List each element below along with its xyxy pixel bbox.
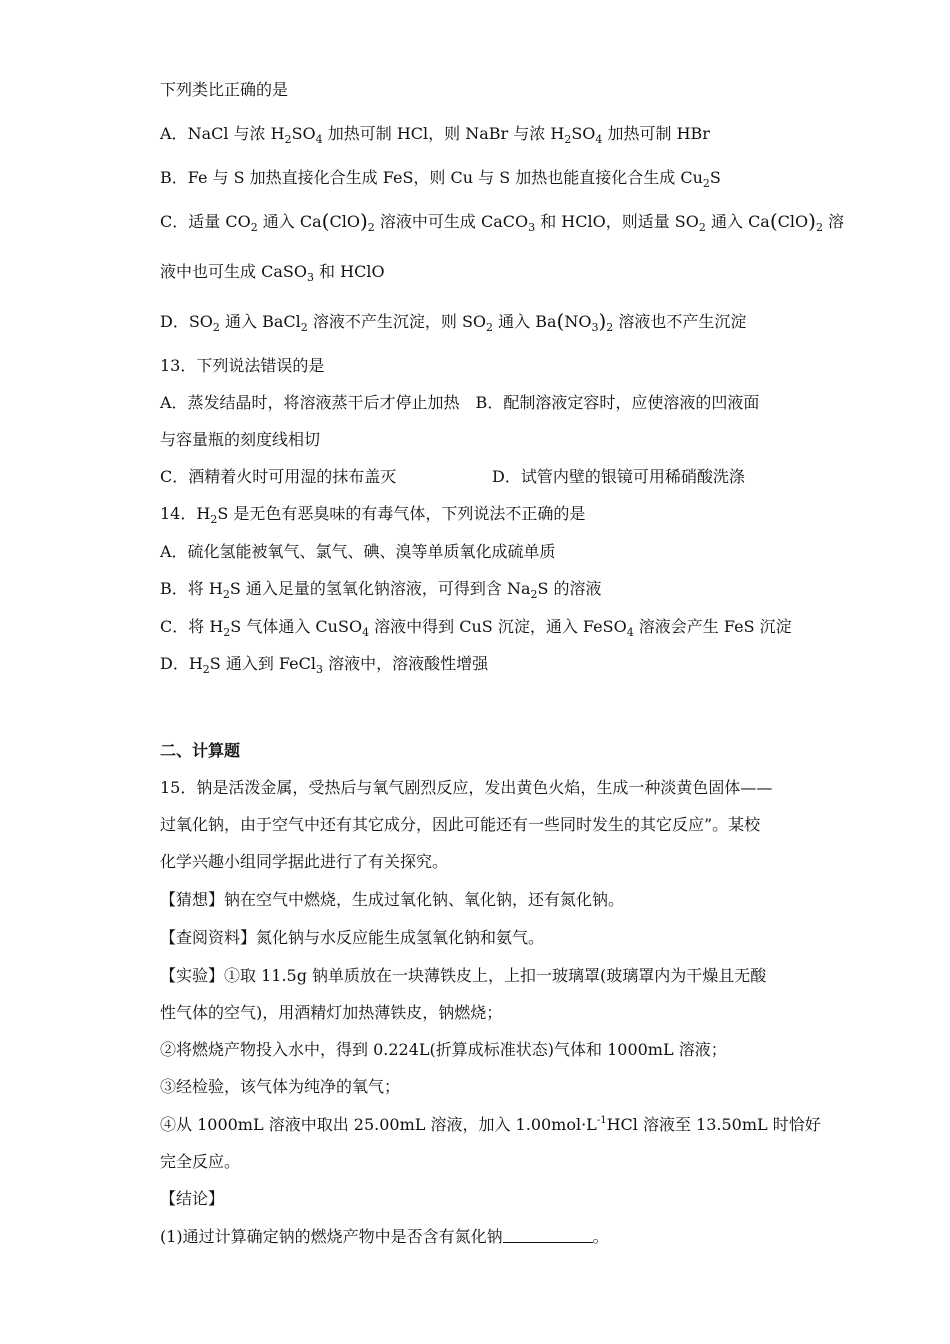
q15-experiment-step2: ②将燃烧产物投入水中，得到 0.224L(折算成标准状态)气体和 1000mL 溶液； xyxy=(160,1040,727,1059)
q15-experiment-step4-end: 完全反应。 xyxy=(160,1152,241,1171)
q13-option-d: D．试管内壁的银镜可用稀硝酸洗涤 xyxy=(492,467,745,486)
q12-stem: 下列类比正确的是 xyxy=(160,80,289,99)
q14-option-a: A．硫化氢能被氧气、氯气、碘、溴等单质氧化成硫单质 xyxy=(160,542,556,561)
q15-experiment-step4: ④从 1000mL 溶液中取出 25.00mL 溶液，加入 $1.00mol\cdot L^{-1}HCl$ 溶液至 13.50mL 时恰好 xyxy=(160,1115,821,1134)
q15-experiment-step3: ③经检验，该气体为纯净的氧气； xyxy=(160,1077,401,1096)
q12-option-c-line2: 液中也可生成 CaSO$_3$ 和 HClO xyxy=(160,262,385,284)
q15-experiment-line2: 性气体的空气)，用酒精灯加热薄铁皮，钠燃烧； xyxy=(160,1003,503,1022)
q14-option-b: B．将 $H_2S$ 通入足量的氢氧化钠溶液，可得到含 $Na_2S$ 的溶液 xyxy=(160,579,602,601)
q15-conclusion: 【结论】 xyxy=(160,1189,225,1208)
q12-option-a: A．NaCl 与浓 $H_2SO_4$ 加热可制 HCl，则 NaBr 与浓 $H_2SO_4$ 加热可制 HBr xyxy=(160,124,710,146)
q13-option-c: C．酒精着火时可用湿的抹布盖灭 xyxy=(160,467,397,486)
q15-experiment-line1: 【实验】①取 11.5g 钠单质放在一块薄铁皮上，上扣一玻璃罩(玻璃罩内为干燥且无酸 xyxy=(160,966,767,985)
q12-option-d: D．$SO_2$ 通入 BaCl$_2$ 溶液不产生沉淀，则 $SO_2$ 通入 $Ba(NO_3)_2$ 溶液也不产生沉淀 xyxy=(160,309,747,334)
answer-blank[interactable] xyxy=(503,1228,593,1243)
q15-stem-line3: 化学兴趣小组同学据此进行了有关探究。 xyxy=(160,852,449,871)
q13-stem: 13．下列说法错误的是 xyxy=(160,356,325,375)
q12-option-c-line1: C．适量 $CO_2$ 通入 $Ca(ClO)_2$ 溶液中可生成 CaCO$_3$ 和 HClO，则适量 $SO_2$ 通入 $Ca(ClO)_2$ 溶 xyxy=(160,209,845,234)
section-title: 二、计算题 xyxy=(160,741,241,760)
q15-guess: 【猜想】钠在空气中燃烧，生成过氧化钠、氧化钠，还有氮化钠。 xyxy=(160,890,625,909)
q15-subquestion-1: (1)通过计算确定钠的燃烧产物中是否含有氮化钠 。 xyxy=(160,1227,609,1246)
q13-options-ab-line2: 与容量瓶的刻度线相切 xyxy=(160,430,321,449)
q15-reference-info: 【查阅资料】氮化钠与水反应能生成氢氧化钠和氨气。 xyxy=(160,928,545,947)
q15-stem-line1: 15．钠是活泼金属，受热后与氧气剧烈反应，发出黄色火焰，生成一种淡黄色固体—— xyxy=(160,778,773,797)
q14-option-d: D．$H_2S$ 通入到 FeCl$_3$ 溶液中，溶液酸性增强 xyxy=(160,654,489,676)
q14-stem: 14．$H_2S$ 是无色有恶臭味的有毒气体，下列说法不正确的是 xyxy=(160,504,586,526)
q14-option-c: C．将 $H_2S$ 气体通入 CuSO$_4$ 溶液中得到 CuS 沉淀，通入 FeSO$_4$ 溶液会产生 FeS 沉淀 xyxy=(160,617,792,639)
q13-options-ab-line1: A．蒸发结晶时，将溶液蒸干后才停止加热 B．配制溶液定容时，应使溶液的凹液面 xyxy=(160,393,760,412)
q15-stem-line2: 过氧化钠，由于空气中还有其它成分，因此可能还有一些同时发生的其它反应”。某校 xyxy=(160,815,761,834)
q12-option-b: B．Fe 与 S 加热直接化合生成 FeS，则 Cu 与 S 加热也能直接化合生成 $Cu_2S$ xyxy=(160,168,721,190)
